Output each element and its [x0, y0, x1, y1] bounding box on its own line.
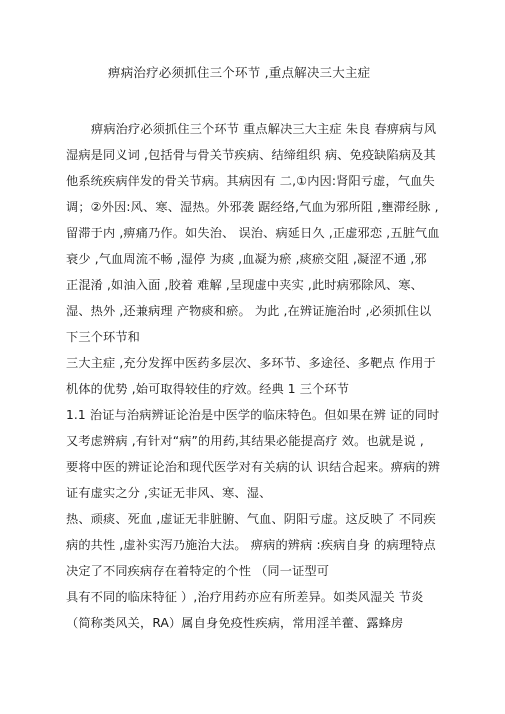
paragraph-line-2: 湿病是同义词 ,包括骨与骨关节疾病、结缔组织 病、免疫缺陷病及其 — [66, 148, 436, 162]
paragraph-line-6: 衰少 ,气血周流不畅 ,湿停 为痰 ,血凝为瘀 ,痰瘀交阻 ,凝涩不通 ,邪 — [66, 252, 427, 266]
paragraph-line-20: （简称类风关，RA）属自身免疫性疾病，常用淫羊藿、露蜂房 — [66, 616, 404, 630]
paragraph-line-1: 痹病治疗必须抓住三个环节 重点解决三大主症 朱良 春痹病与风 — [91, 122, 437, 136]
paragraph-line-9: 下三个环节和 — [66, 330, 141, 344]
paragraph-line-4: 调；②外因:风、寒、湿热。外邪袭 踞经络,气血为邪所阻 ,壅滞经脉 , — [66, 200, 439, 214]
paragraph-line-5: 留滞于内 ,痹痛乃作。如失治、 误治、病延日久 ,正虚邪恋 ,五脏气血 — [66, 226, 440, 240]
paragraph-line-14: 要将中医的辨证论治和现代医学对有关病的认 识结合起来。痹病的辨 — [66, 460, 441, 474]
paragraph-line-11: 机体的优势 ,始可取得较佳的疗效。经典 1 三个环节 — [66, 382, 350, 396]
paragraph-line-10: 三大主症 ,充分发挥中医药多层次、多环节、多途径、多靶点 作用于 — [66, 356, 436, 370]
paragraph-line-8: 湿、热外 ,还兼病理 产物痰和瘀。 为此 ,在辨证施治时 ,必须抓住以 — [66, 304, 432, 318]
document-title: 痹病治疗必须抓住三个环节 ,重点解决三大主症 — [108, 65, 371, 80]
paragraph-line-13: 又考虑辨病 ,有针对“病”的用药,其结果必能提高疗 效。也就是说 , — [66, 434, 424, 448]
paragraph-line-16: 热、顽痰、死血 ,虚证无非脏腑、气血、阴阳亏虚。这反映了 不同疾 — [66, 512, 436, 526]
paragraph-line-18: 决定了不同疾病存在着特定的个性 （同一证型可 — [66, 564, 330, 578]
paragraph-line-12: 1.1 治证与治病辨证论治是中医学的临床特色。但如果在辨 证的同时 — [66, 408, 440, 422]
paragraph-line-3: 他系统疾病伴发的骨关节病。其病因有 二,①内因:肾阳亏虚，气血失 — [66, 174, 435, 188]
paragraph-line-17: 病的共性 ,虚补实泻乃施治大法。 痹病的辨病 :疾病自身 的病理特点 — [66, 538, 436, 552]
paragraph-line-19: 具有不同的临床特征 ）,治疗用药亦应有所差异。如类风湿关 节炎 — [66, 590, 424, 604]
paragraph-line-7: 正混淆 ,如油入面 ,胶着 难解 ,呈现虚中夹实 ,此时病邪除风、寒、 — [66, 278, 423, 292]
paragraph-line-15: 证有虚实之分 ,实证无非风、寒、湿、 — [66, 486, 272, 500]
